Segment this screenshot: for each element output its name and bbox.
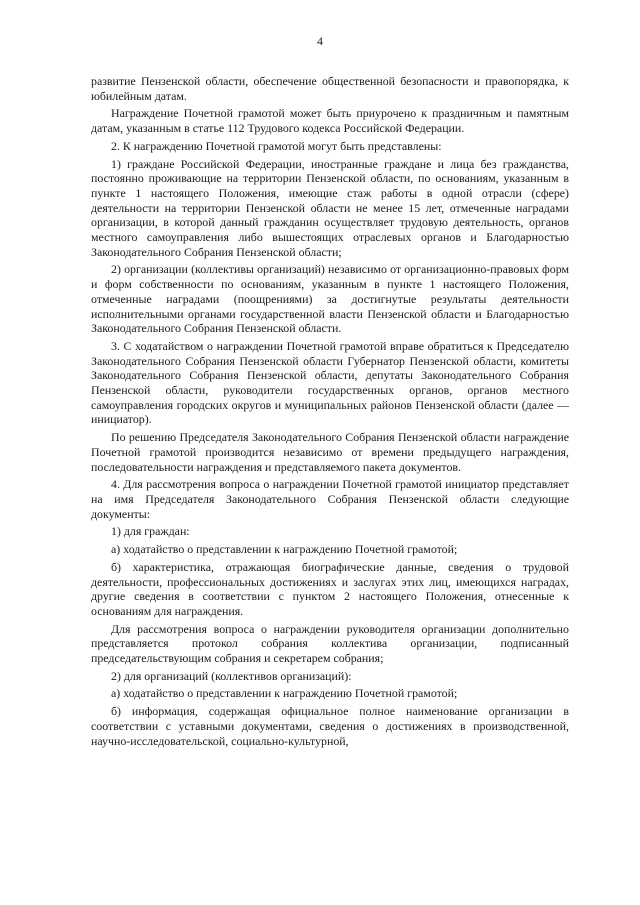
paragraph: 2) организации (коллективы организаций) независимо от организационно-правовых форм и форм собственности по основаниям, указанным в пункте 1 настоящего Положения, отмеченные наградами (поощрениями) за достигнутые результаты деятельности исполнительными органами государственной власти Пензенской области и Благодарностью Законодательного Собрания Пензенской области. xyxy=(91,262,569,336)
paragraph: а) ходатайство о представлении к награждению Почетной грамотой; xyxy=(111,542,458,557)
paragraph: 1) граждане Российской Федерации, иностранные граждане и лица без гражданства, постоянно проживающие на территории Пензенской области, по основаниям, указанным в пункте 1 настоящего Положения, имеющие стаж работы в одной отрасли (сфере) деятельности на территории Пензенской области не менее 15 лет, отмеченные наградами организации, в которой данный гражданин осуществляет трудовую деятельность, органов местного самоуправления либо вышестоящих отраслевых органов и Благодарностью Законодательного Собрания Пензенской области; xyxy=(91,156,569,259)
paragraph: 1) для граждан: xyxy=(111,524,190,539)
document-body xyxy=(91,74,569,751)
paragraph: Награждение Почетной грамотой может быть приурочено к праздничным и памятным датам, указанным в статье 112 Трудового кодекса Российской Федерации. xyxy=(91,106,569,136)
paragraph: 2) для организаций (коллективов организаций): xyxy=(111,668,352,683)
paragraph: Для рассмотрения вопроса о награждении руководителя организации дополнительно представляется протокол собрания коллектива организации, подписанный председательствующим собрания и секретарем собрания; xyxy=(91,621,569,666)
paragraph: 2. К награждению Почетной грамотой могут быть представлены: xyxy=(111,138,442,153)
page-number: 4 xyxy=(317,34,323,48)
paragraph: 3. С ходатайством о награждении Почетной грамотой вправе обратиться к Председателю Законодательного Собрания Пензенской области Губернатор Пензенской области, комитеты Законодательного Собрания Пензенской области, депутаты Законодательного Собрания Пензенской области, руководители государственных органов, органов местного самоуправления городских округов и муниципальных районов Пензенской области (далее — инициатор). xyxy=(91,338,569,427)
paragraph: б) характеристика, отражающая биографические данные, сведения о трудовой деятельности, профессиональных достижениях и заслугах этих лиц, имеющихся наградах, другие сведения в соответствии с пунктом 2 настоящего Положения, отнесенные к основаниям для награждения. xyxy=(91,559,569,618)
paragraph: 4. Для рассмотрения вопроса о награждении Почетной грамотой инициатор представляет на имя Председателя Законодательного Собрания Пензенской области следующие документы: xyxy=(91,477,569,521)
paragraph: По решению Председателя Законодательного Собрания Пензенской области награждение Почетной грамотой производится независимо от времени предыдущего награждения, последовательности награждения и представляемого пакета документов. xyxy=(91,430,569,474)
paragraph: а) ходатайство о представлении к награждению Почетной грамотой; xyxy=(111,686,458,701)
paragraph: развитие Пензенской области, обеспечение общественной безопасности и правопорядка, к юбилейным датам. xyxy=(91,74,569,103)
paragraph: б) информация, содержащая официальное полное наименование организации в соответствии с уставными документами, сведения о достижениях в производственной, научно-исследовательской, социально-культурной, xyxy=(91,704,569,748)
